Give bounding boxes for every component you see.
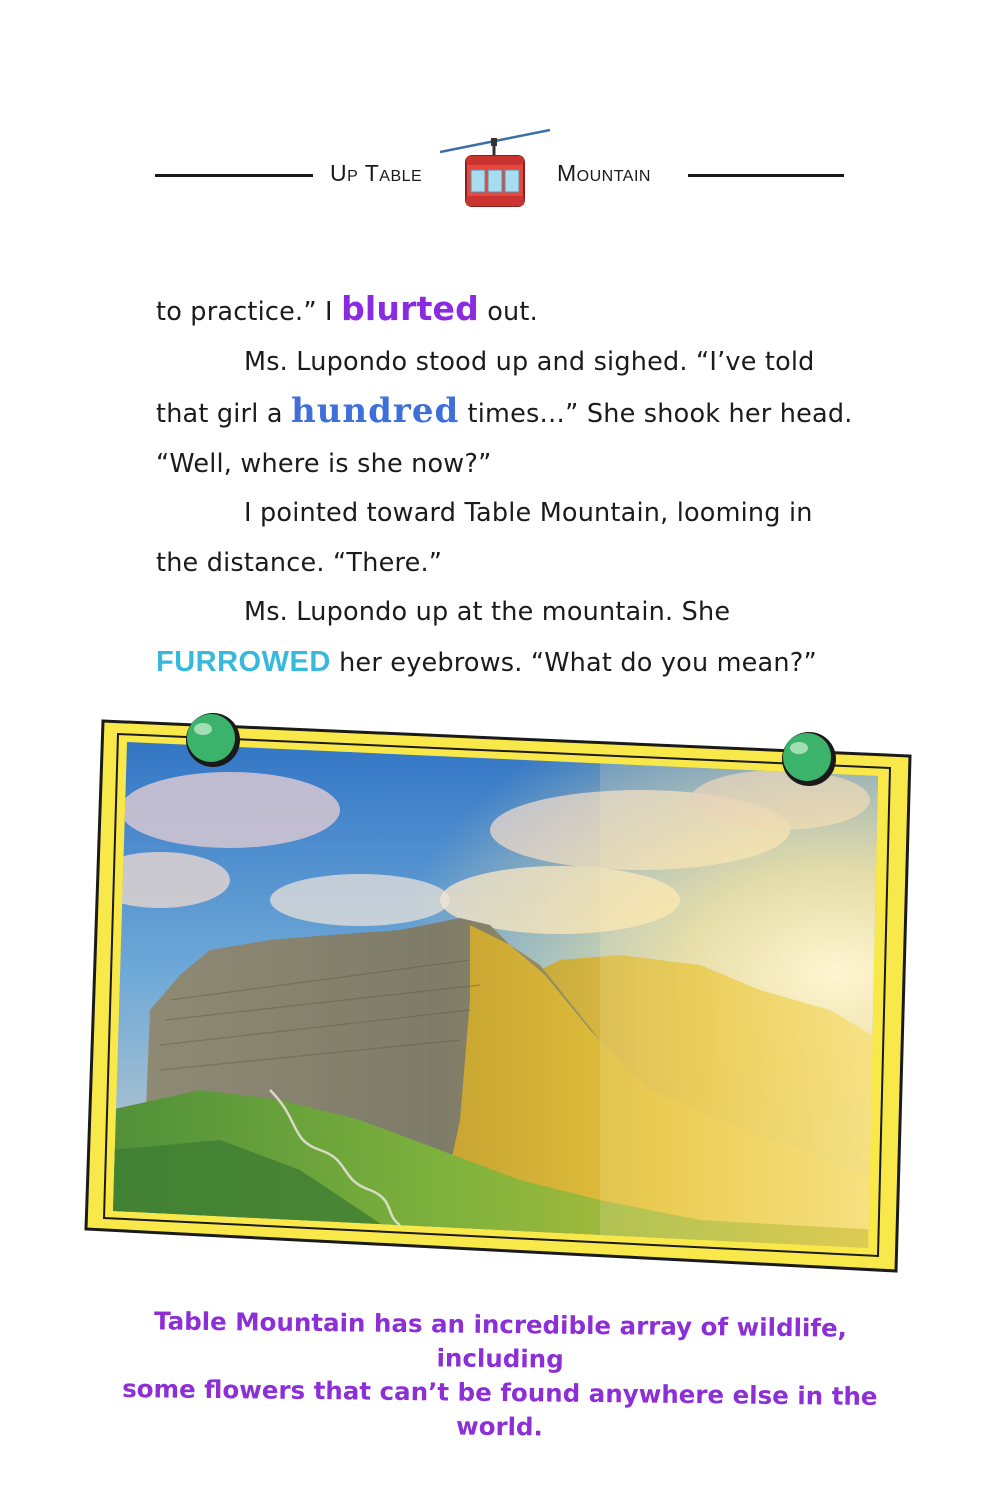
header-rule-right: [688, 174, 844, 177]
paragraph-4: Ms. Lupondo up at the mountain. She FURROWED her eyebrows. “What do you mean?”: [156, 597, 817, 678]
highlight-word-blurted: blurted: [341, 289, 479, 328]
header-title-right: Mountain: [557, 160, 651, 186]
paragraph-3: I pointed toward Table Mountain, looming in the distance. “There.”: [156, 498, 813, 578]
pin-left: [186, 713, 240, 767]
cable-car-icon: [440, 126, 555, 212]
highlight-word-furrowed: FURROWED: [156, 645, 331, 678]
caption-line-1: Table Mountain has an incredible array of wildlife, including: [153, 1306, 848, 1374]
header-title-left: Up Table: [330, 160, 423, 186]
story-text: [156, 284, 856, 688]
caption-line-2: some flowers that can’t be found anywhere else in the world.: [122, 1374, 878, 1442]
header-rule-left: [155, 174, 313, 177]
photo-caption: [99, 1304, 900, 1448]
paragraph-2: Ms. Lupondo stood up and sighed. “I’ve told that girl a hundred times…” She shook her head. “Well, where is she now?”: [156, 346, 853, 479]
pin-right: [782, 732, 836, 786]
paragraph-1: to practice.” I blurted out.: [156, 289, 538, 328]
highlight-word-hundred: hundred: [290, 391, 460, 431]
